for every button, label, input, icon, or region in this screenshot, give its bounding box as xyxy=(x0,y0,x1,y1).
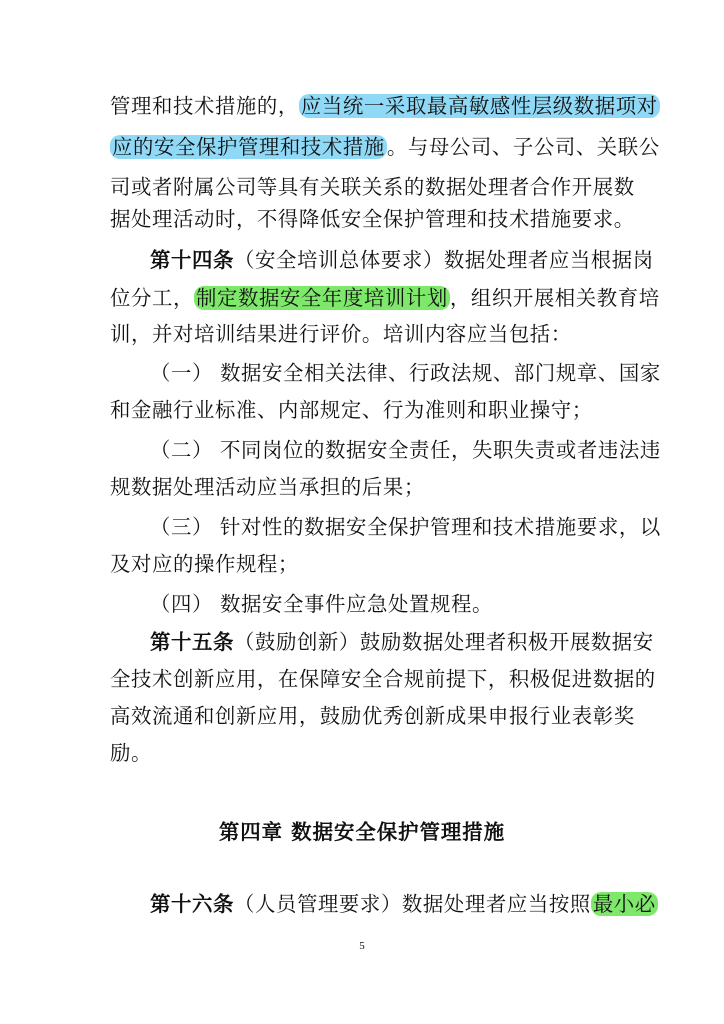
text-run: 管理和技术措施的， xyxy=(110,94,299,118)
list-item-1: （一） 数据安全相关法律、行政法规、部门规章、国家 xyxy=(150,361,661,385)
paragraph-line: 司或者附属公司等具有关联关系的数据处理者合作开展数 xyxy=(110,175,635,199)
list-item-3-cont: 及对应的操作规程； xyxy=(110,552,299,576)
text-run: 位分工， xyxy=(110,286,194,310)
list-item-2: （二） 不同岗位的数据安全责任，失职失责或者违法违 xyxy=(150,438,661,462)
article-15-line xyxy=(150,628,654,656)
article-14-line xyxy=(150,246,654,274)
article-title: 第十四条 xyxy=(150,248,234,272)
highlight-blue: 应当统一采取最高敏感性层级数据项对 xyxy=(300,94,658,118)
list-item-3: （三） 针对性的数据安全保护管理和技术措施要求，以 xyxy=(150,515,661,539)
text-run: （安全培训总体要求）数据处理者应当根据岗 xyxy=(233,248,654,272)
paragraph-line: 据处理活动时，不得降低安全保护管理和技术措施要求。 xyxy=(110,207,635,231)
highlight-green: 制定数据安全年度培训计划 xyxy=(195,286,448,310)
article-title: 第十六条 xyxy=(150,892,234,916)
highlight-blue: 应的安全保护管理和技术措施 xyxy=(112,135,385,159)
article-14-line: 训，并对培训结果进行评价。培训内容应当包括： xyxy=(110,322,572,346)
text-run: ，组织开展相关教育培 xyxy=(449,286,660,310)
text-run: （人员管理要求）数据处理者应当按照 xyxy=(233,892,591,916)
text-run: 。与母公司、子公司、关联公 xyxy=(386,135,660,159)
chapter-heading: 第四章 数据安全保护管理措施 xyxy=(218,820,506,844)
page-number: 5 xyxy=(359,940,365,952)
article-15-line: 全技术创新应用，在保障安全合规前提下，积极促进数据的 xyxy=(110,667,656,691)
text-run: （鼓励创新）鼓励数据处理者积极开展数据安 xyxy=(233,630,654,654)
list-item-1-cont: 和金融行业标准、内部规定、行为准则和职业操守； xyxy=(110,398,593,422)
article-title: 第十五条 xyxy=(150,630,234,654)
article-15-line: 高效流通和创新应用，鼓励优秀创新成果申报行业表彰奖 xyxy=(110,704,635,728)
highlight-green: 最小必 xyxy=(592,892,656,916)
article-15-line: 励。 xyxy=(110,741,152,765)
article-16-line xyxy=(150,890,656,918)
list-item-4: （四） 数据安全事件应急处置规程。 xyxy=(150,592,493,616)
paragraph-line xyxy=(110,133,660,161)
article-14-line xyxy=(110,284,660,312)
paragraph-line xyxy=(110,92,658,120)
list-item-2-cont: 规数据处理活动应当承担的后果； xyxy=(110,475,425,499)
